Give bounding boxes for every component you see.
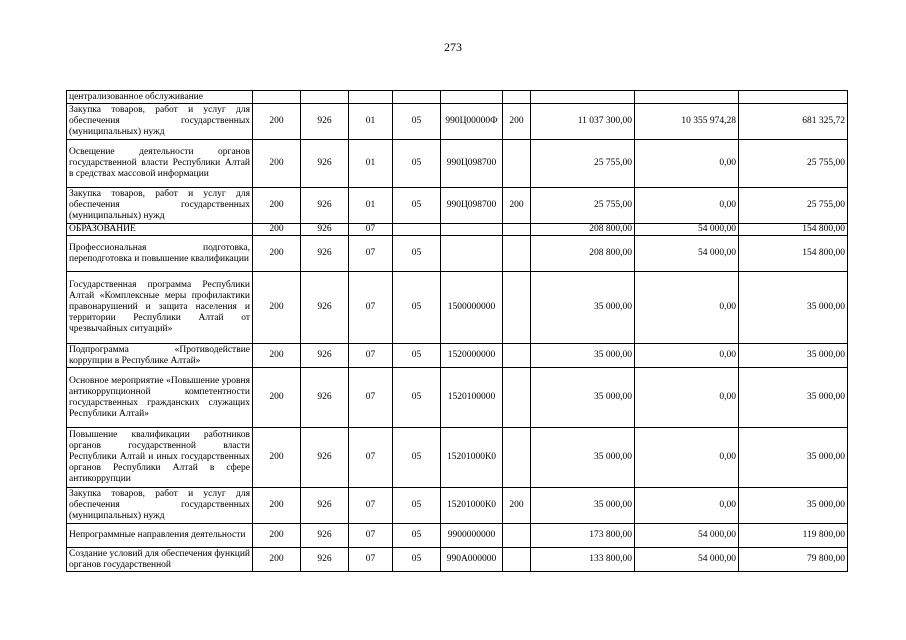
ministry-code-cell: 926 xyxy=(301,140,349,188)
executed-amount-cell: 54 000,00 xyxy=(635,236,739,272)
row-name-cell: Закупка товаров, работ и услуг для обеспечения государственных (муниципальных) нужд xyxy=(67,104,253,140)
section-cell: 07 xyxy=(349,344,393,368)
remaining-amount-cell: 25 755,00 xyxy=(739,188,848,224)
section-cell: 01 xyxy=(349,140,393,188)
target-article-cell: 990Ц098700 xyxy=(441,140,503,188)
planned-amount-cell: 11 037 300,00 xyxy=(531,104,635,140)
table-row xyxy=(67,428,848,488)
row-name-cell: Повышение квалификации работников органов государственной власти Республики Алтай и иных государственных органов Республики Алтай в сфере антикоррупции xyxy=(67,428,253,488)
expense-type-cell xyxy=(503,272,531,344)
row-name-cell: ОБРАЗОВАНИЕ xyxy=(67,224,253,236)
subsection-cell: 05 xyxy=(393,344,441,368)
ministry-code-cell: 926 xyxy=(301,428,349,488)
expense-type-cell xyxy=(503,140,531,188)
page-number: 273 xyxy=(444,40,462,54)
planned-amount-cell: 35 000,00 xyxy=(531,272,635,344)
remaining-amount-cell: 35 000,00 xyxy=(739,428,848,488)
admin-code-cell: 200 xyxy=(253,188,301,224)
row-name-cell: Закупка товаров, работ и услуг для обеспечения государственных (муниципальных) нужд xyxy=(67,488,253,524)
subsection-cell: 05 xyxy=(393,236,441,272)
table-row xyxy=(67,524,848,548)
planned-amount-cell: 35 000,00 xyxy=(531,428,635,488)
target-article-cell: 15201000К0 xyxy=(441,488,503,524)
executed-amount-cell: 0,00 xyxy=(635,344,739,368)
admin-code-cell: 200 xyxy=(253,524,301,548)
row-name-cell: Подпрограмма «Противодействие коррупции в Республике Алтай» xyxy=(67,344,253,368)
executed-amount-cell: 10 355 974,28 xyxy=(635,104,739,140)
row-name-cell: Освещение деятельности органов государственной власти Республики Алтай в средствах массовой информации xyxy=(67,140,253,188)
table-row xyxy=(67,344,848,368)
section-cell xyxy=(349,91,393,104)
executed-amount-cell: 0,00 xyxy=(635,488,739,524)
section-cell: 07 xyxy=(349,272,393,344)
subsection-cell: 05 xyxy=(393,368,441,428)
table-row xyxy=(67,188,848,224)
remaining-amount-cell xyxy=(739,91,848,104)
section-cell: 07 xyxy=(349,548,393,572)
executed-amount-cell: 0,00 xyxy=(635,368,739,428)
target-article-cell: 1520000000 xyxy=(441,344,503,368)
ministry-code-cell: 926 xyxy=(301,224,349,236)
row-name-cell: Основное мероприятие «Повышение уровня антикоррупционной компетентности государственных гражданских служащих Республики Алтай» xyxy=(67,368,253,428)
expense-type-cell xyxy=(503,236,531,272)
executed-amount-cell xyxy=(635,91,739,104)
row-name-cell: Создание условий для обеспечения функций органов государственной xyxy=(67,548,253,572)
section-cell: 07 xyxy=(349,524,393,548)
ministry-code-cell: 926 xyxy=(301,524,349,548)
subsection-cell: 05 xyxy=(393,272,441,344)
table-row xyxy=(67,236,848,272)
target-article-cell xyxy=(441,91,503,104)
executed-amount-cell: 54 000,00 xyxy=(635,524,739,548)
subsection-cell xyxy=(393,224,441,236)
target-article-cell: 990А000000 xyxy=(441,548,503,572)
expense-type-cell xyxy=(503,368,531,428)
ministry-code-cell: 926 xyxy=(301,488,349,524)
ministry-code-cell: 926 xyxy=(301,344,349,368)
ministry-code-cell: 926 xyxy=(301,548,349,572)
remaining-amount-cell: 154 800,00 xyxy=(739,224,848,236)
executed-amount-cell: 54 000,00 xyxy=(635,548,739,572)
ministry-code-cell xyxy=(301,91,349,104)
admin-code-cell: 200 xyxy=(253,368,301,428)
planned-amount-cell: 208 800,00 xyxy=(531,236,635,272)
remaining-amount-cell: 119 800,00 xyxy=(739,524,848,548)
subsection-cell: 05 xyxy=(393,488,441,524)
ministry-code-cell: 926 xyxy=(301,368,349,428)
table-row xyxy=(67,91,848,104)
planned-amount-cell: 208 800,00 xyxy=(531,224,635,236)
section-cell: 01 xyxy=(349,104,393,140)
table-row xyxy=(67,488,848,524)
row-name-cell: Непрограммные направления деятельности xyxy=(67,524,253,548)
table-row xyxy=(67,224,848,236)
remaining-amount-cell: 35 000,00 xyxy=(739,368,848,428)
table-row xyxy=(67,368,848,428)
planned-amount-cell: 25 755,00 xyxy=(531,188,635,224)
remaining-amount-cell: 79 800,00 xyxy=(739,548,848,572)
executed-amount-cell: 0,00 xyxy=(635,188,739,224)
target-article-cell xyxy=(441,236,503,272)
expense-type-cell xyxy=(503,344,531,368)
planned-amount-cell xyxy=(531,91,635,104)
target-article-cell: 990Ц00000Ф xyxy=(441,104,503,140)
planned-amount-cell: 35 000,00 xyxy=(531,488,635,524)
row-name-cell: Государственная программа Республики Алтай «Комплексные меры профилактики правонарушений и защита населения и территории Республики Алтай от чрезвычайных ситуаций» xyxy=(67,272,253,344)
admin-code-cell: 200 xyxy=(253,428,301,488)
admin-code-cell: 200 xyxy=(253,224,301,236)
planned-amount-cell: 133 800,00 xyxy=(531,548,635,572)
executed-amount-cell: 54 000,00 xyxy=(635,224,739,236)
remaining-amount-cell: 25 755,00 xyxy=(739,140,848,188)
subsection-cell: 05 xyxy=(393,188,441,224)
section-cell: 07 xyxy=(349,224,393,236)
ministry-code-cell: 926 xyxy=(301,188,349,224)
row-name-cell: централизованное обслуживание xyxy=(67,91,253,104)
expense-type-cell xyxy=(503,524,531,548)
section-cell: 01 xyxy=(349,188,393,224)
section-cell: 07 xyxy=(349,236,393,272)
subsection-cell: 05 xyxy=(393,140,441,188)
admin-code-cell: 200 xyxy=(253,236,301,272)
row-name-cell: Закупка товаров, работ и услуг для обеспечения государственных (муниципальных) нужд xyxy=(67,188,253,224)
planned-amount-cell: 35 000,00 xyxy=(531,344,635,368)
ministry-code-cell: 926 xyxy=(301,104,349,140)
admin-code-cell: 200 xyxy=(253,104,301,140)
admin-code-cell: 200 xyxy=(253,344,301,368)
expense-type-cell: 200 xyxy=(503,488,531,524)
target-article-cell: 9900000000 xyxy=(441,524,503,548)
section-cell: 07 xyxy=(349,488,393,524)
admin-code-cell: 200 xyxy=(253,488,301,524)
subsection-cell: 05 xyxy=(393,548,441,572)
planned-amount-cell: 173 800,00 xyxy=(531,524,635,548)
remaining-amount-cell: 35 000,00 xyxy=(739,272,848,344)
ministry-code-cell: 926 xyxy=(301,236,349,272)
admin-code-cell: 200 xyxy=(253,140,301,188)
section-cell: 07 xyxy=(349,428,393,488)
expense-type-cell xyxy=(503,91,531,104)
remaining-amount-cell: 154 800,00 xyxy=(739,236,848,272)
target-article-cell xyxy=(441,224,503,236)
executed-amount-cell: 0,00 xyxy=(635,140,739,188)
section-cell: 07 xyxy=(349,368,393,428)
planned-amount-cell: 25 755,00 xyxy=(531,140,635,188)
subsection-cell xyxy=(393,91,441,104)
expense-type-cell xyxy=(503,428,531,488)
expense-type-cell xyxy=(503,224,531,236)
subsection-cell: 05 xyxy=(393,524,441,548)
executed-amount-cell: 0,00 xyxy=(635,272,739,344)
budget-table xyxy=(66,90,848,572)
table-row xyxy=(67,272,848,344)
expense-type-cell: 200 xyxy=(503,188,531,224)
expense-type-cell xyxy=(503,548,531,572)
row-name-cell: Профессиональная подготовка, переподготовка и повышение квалификации xyxy=(67,236,253,272)
target-article-cell: 990Ц098700 xyxy=(441,188,503,224)
target-article-cell: 1500000000 xyxy=(441,272,503,344)
admin-code-cell xyxy=(253,91,301,104)
table-row xyxy=(67,140,848,188)
subsection-cell: 05 xyxy=(393,104,441,140)
ministry-code-cell: 926 xyxy=(301,272,349,344)
remaining-amount-cell: 681 325,72 xyxy=(739,104,848,140)
remaining-amount-cell: 35 000,00 xyxy=(739,488,848,524)
planned-amount-cell: 35 000,00 xyxy=(531,368,635,428)
table-row xyxy=(67,104,848,140)
target-article-cell: 1520100000 xyxy=(441,368,503,428)
target-article-cell: 15201000К0 xyxy=(441,428,503,488)
admin-code-cell: 200 xyxy=(253,548,301,572)
admin-code-cell: 200 xyxy=(253,272,301,344)
table-row xyxy=(67,548,848,572)
executed-amount-cell: 0,00 xyxy=(635,428,739,488)
expense-type-cell: 200 xyxy=(503,104,531,140)
subsection-cell: 05 xyxy=(393,428,441,488)
remaining-amount-cell: 35 000,00 xyxy=(739,344,848,368)
